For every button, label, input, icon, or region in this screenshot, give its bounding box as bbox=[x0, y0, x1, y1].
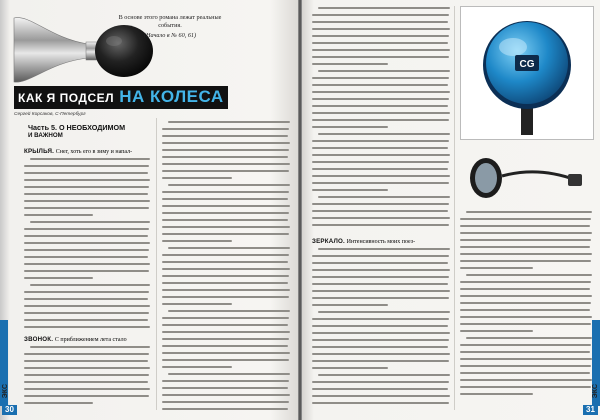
body-text-line bbox=[312, 269, 450, 271]
body-text-line bbox=[312, 360, 449, 362]
part-heading-line-2: И ВАЖНОМ bbox=[28, 132, 63, 140]
text-column-right-2 bbox=[460, 210, 592, 398]
text-column-left-1b bbox=[24, 345, 150, 409]
body-text-line bbox=[24, 242, 150, 244]
body-text-line bbox=[312, 63, 388, 65]
body-text-line bbox=[312, 346, 448, 348]
body-text-line bbox=[24, 228, 149, 230]
body-text-line bbox=[312, 77, 449, 79]
body-text-line bbox=[162, 142, 290, 144]
byline: Сергей Корсаков, С-Петербург bbox=[14, 112, 86, 117]
body-text-line bbox=[24, 326, 150, 328]
body-text-line bbox=[460, 225, 590, 227]
body-text-line bbox=[30, 284, 150, 286]
body-text-line bbox=[460, 288, 590, 290]
body-text-line bbox=[318, 70, 450, 72]
body-text-line bbox=[162, 380, 289, 382]
mirror-section-start bbox=[312, 238, 450, 246]
body-text-line bbox=[312, 203, 449, 205]
body-text-line bbox=[460, 330, 533, 332]
body-text-line bbox=[312, 98, 449, 100]
body-text-line bbox=[24, 165, 149, 167]
body-text-line bbox=[312, 21, 448, 23]
bell-runin: ЗВОНОК. bbox=[24, 336, 54, 343]
right-page bbox=[302, 0, 600, 420]
body-text-line bbox=[460, 344, 591, 346]
body-text-line bbox=[168, 310, 290, 312]
body-text-line bbox=[168, 373, 290, 375]
body-text-line bbox=[24, 214, 93, 216]
body-text-line bbox=[460, 393, 533, 395]
body-text-line bbox=[460, 253, 592, 255]
body-text-line bbox=[312, 126, 388, 128]
bell-text: С приближением лета стало bbox=[54, 337, 127, 343]
body-text-line bbox=[312, 56, 449, 58]
lead-runin: КРЫЛЬЯ. bbox=[24, 148, 55, 155]
body-text-line bbox=[312, 28, 450, 30]
body-text-line bbox=[318, 133, 450, 135]
body-text-line bbox=[162, 226, 290, 228]
body-text-line bbox=[312, 217, 450, 219]
body-text-line bbox=[460, 295, 592, 297]
body-text-line bbox=[466, 274, 592, 276]
body-text-line bbox=[312, 105, 448, 107]
body-text-line bbox=[24, 312, 149, 314]
body-text-line bbox=[162, 205, 290, 207]
body-text-line bbox=[312, 49, 450, 51]
lead-paragraph-start bbox=[24, 148, 150, 156]
body-text-line bbox=[312, 42, 448, 44]
body-text-line bbox=[460, 302, 591, 304]
body-text-line bbox=[460, 246, 590, 248]
body-text-line bbox=[312, 154, 450, 156]
body-text-line bbox=[162, 331, 290, 333]
page-number-right: 31 bbox=[583, 405, 598, 415]
body-text-line bbox=[312, 84, 448, 86]
body-text-line bbox=[312, 112, 450, 114]
body-text-line bbox=[162, 268, 290, 270]
body-text-line bbox=[460, 260, 591, 262]
body-text-line bbox=[460, 281, 591, 283]
body-text-line bbox=[162, 233, 289, 235]
body-text-line bbox=[24, 291, 149, 293]
body-text-line bbox=[312, 91, 450, 93]
body-text-line bbox=[312, 168, 448, 170]
body-text-line bbox=[162, 163, 290, 165]
body-text-line bbox=[312, 297, 449, 299]
body-text-line bbox=[162, 394, 290, 396]
body-text-line bbox=[162, 135, 288, 137]
body-text-line bbox=[162, 212, 289, 214]
article-title bbox=[14, 86, 228, 109]
body-text-line bbox=[312, 290, 450, 292]
body-text-line bbox=[318, 248, 450, 250]
body-text-line bbox=[312, 381, 449, 383]
body-text-line bbox=[460, 232, 592, 234]
body-text-line bbox=[162, 317, 289, 319]
round-mirror-photo bbox=[461, 7, 593, 139]
body-text-line bbox=[312, 276, 449, 278]
body-text-line bbox=[318, 196, 450, 198]
side-tab-label-right: ЭКС bbox=[592, 384, 599, 399]
body-text-line bbox=[24, 249, 149, 251]
body-text-line bbox=[24, 305, 150, 307]
body-text-line bbox=[460, 358, 592, 360]
body-text-line bbox=[162, 345, 288, 347]
body-text-line bbox=[312, 262, 448, 264]
title-prefix: КАК Я ПОДСЕЛ bbox=[18, 91, 115, 105]
body-text-line bbox=[30, 158, 150, 160]
title-accent: НА КОЛЕСА bbox=[119, 87, 224, 106]
body-text-line bbox=[318, 374, 450, 376]
body-text-line bbox=[24, 256, 148, 258]
body-text-line bbox=[312, 161, 449, 163]
body-text-line bbox=[162, 303, 232, 305]
body-text-line bbox=[24, 235, 148, 237]
lead-text: Снег, хоть его в зиму и напал- bbox=[55, 149, 133, 155]
body-text-line bbox=[162, 191, 289, 193]
body-text-line bbox=[30, 221, 150, 223]
body-text-line bbox=[466, 211, 592, 213]
clip-mirror-photo bbox=[468, 150, 586, 204]
body-text-line bbox=[312, 14, 449, 16]
body-text-line bbox=[24, 374, 149, 376]
body-text-line bbox=[460, 386, 591, 388]
body-text-line bbox=[162, 149, 289, 151]
body-text-line bbox=[312, 182, 449, 184]
body-text-line bbox=[30, 346, 150, 348]
body-text-line bbox=[24, 270, 149, 272]
body-text-line bbox=[24, 207, 149, 209]
body-text-line bbox=[162, 401, 289, 403]
body-text-line bbox=[312, 304, 388, 306]
body-text-line bbox=[162, 156, 288, 158]
body-text-line bbox=[460, 267, 533, 269]
body-text-line bbox=[312, 367, 388, 369]
part-heading-line-1: Часть 5. О НЕОБХОДИМОМ bbox=[28, 123, 126, 132]
body-text-line bbox=[24, 353, 149, 355]
body-text-line bbox=[460, 323, 591, 325]
body-text-line bbox=[312, 147, 448, 149]
body-text-line bbox=[24, 263, 150, 265]
text-column-left-1 bbox=[24, 157, 150, 329]
body-text-line bbox=[24, 388, 150, 390]
mirror-logo-text: CG bbox=[519, 59, 535, 70]
column-divider bbox=[156, 118, 157, 410]
body-text-line bbox=[162, 177, 232, 179]
body-text-line bbox=[162, 128, 289, 130]
body-text-line bbox=[24, 381, 148, 383]
body-text-line bbox=[312, 224, 449, 226]
body-text-line bbox=[162, 261, 288, 263]
body-text-line bbox=[312, 255, 449, 257]
body-text-line bbox=[162, 240, 232, 242]
intro-note-ref: (Начало в № 60, 61) bbox=[143, 32, 197, 39]
mirror-text: Интенсивность моих поез- bbox=[346, 239, 416, 245]
body-text-line bbox=[318, 7, 450, 9]
body-text-line bbox=[162, 359, 289, 361]
body-text-line bbox=[24, 360, 148, 362]
body-text-line bbox=[24, 395, 149, 397]
body-text-line bbox=[24, 367, 150, 369]
intro-note: В основе этого романа лежат реальные события. bbox=[118, 14, 222, 29]
body-text-line bbox=[460, 351, 590, 353]
body-text-line bbox=[162, 352, 290, 354]
body-text-line bbox=[162, 408, 288, 410]
body-text-line bbox=[24, 179, 150, 181]
body-text-line bbox=[24, 319, 148, 321]
body-text-line bbox=[162, 289, 290, 291]
body-text-line bbox=[460, 372, 590, 374]
body-text-line bbox=[312, 35, 449, 37]
body-text-line bbox=[24, 277, 93, 279]
body-text-line bbox=[312, 388, 448, 390]
body-text-line bbox=[312, 140, 449, 142]
body-text-line bbox=[162, 170, 289, 172]
body-text-line bbox=[162, 296, 289, 298]
body-text-line bbox=[460, 239, 591, 241]
left-page bbox=[0, 0, 298, 420]
mirror-runin: ЗЕРКАЛО. bbox=[312, 238, 345, 245]
body-text-line bbox=[162, 282, 288, 284]
body-text-line bbox=[460, 218, 591, 220]
body-text-line bbox=[162, 198, 288, 200]
body-text-line bbox=[168, 121, 290, 123]
body-text-line bbox=[312, 175, 450, 177]
body-text-line bbox=[24, 186, 149, 188]
side-tab-label: ЭКС bbox=[2, 384, 9, 399]
body-text-line bbox=[162, 387, 288, 389]
text-column-right-1a bbox=[312, 6, 450, 230]
body-text-line bbox=[312, 353, 450, 355]
body-text-line bbox=[162, 219, 288, 221]
body-text-line bbox=[162, 275, 289, 277]
body-text-line bbox=[318, 311, 450, 313]
body-text-line bbox=[312, 395, 450, 397]
body-text-line bbox=[460, 316, 592, 318]
body-text-line bbox=[312, 332, 450, 334]
body-text-line bbox=[460, 365, 591, 367]
body-text-line bbox=[312, 339, 449, 341]
bell-section-start bbox=[24, 336, 150, 344]
column-divider-right bbox=[454, 6, 455, 410]
body-text-line bbox=[312, 402, 449, 404]
body-text-line bbox=[312, 283, 448, 285]
body-text-line bbox=[312, 325, 448, 327]
body-text-line bbox=[312, 119, 449, 121]
body-text-line bbox=[168, 247, 290, 249]
body-text-line bbox=[162, 254, 289, 256]
body-text-line bbox=[24, 193, 148, 195]
body-text-line bbox=[24, 172, 148, 174]
body-text-line bbox=[162, 324, 288, 326]
part-heading bbox=[28, 124, 148, 141]
body-text-line bbox=[24, 402, 93, 404]
text-column-right-1b bbox=[312, 247, 450, 409]
body-text-line bbox=[162, 338, 289, 340]
body-text-line bbox=[24, 200, 150, 202]
body-text-line bbox=[460, 309, 590, 311]
mirror-photo-frame bbox=[460, 6, 594, 140]
body-text-line bbox=[168, 184, 290, 186]
page-number-left: 30 bbox=[2, 405, 17, 415]
text-column-left-2 bbox=[162, 120, 290, 410]
body-text-line bbox=[312, 189, 388, 191]
body-text-line bbox=[312, 210, 448, 212]
body-text-line bbox=[162, 366, 232, 368]
body-text-line bbox=[460, 379, 592, 381]
body-text-line bbox=[312, 318, 449, 320]
body-text-line bbox=[466, 337, 592, 339]
body-text-line bbox=[24, 298, 148, 300]
